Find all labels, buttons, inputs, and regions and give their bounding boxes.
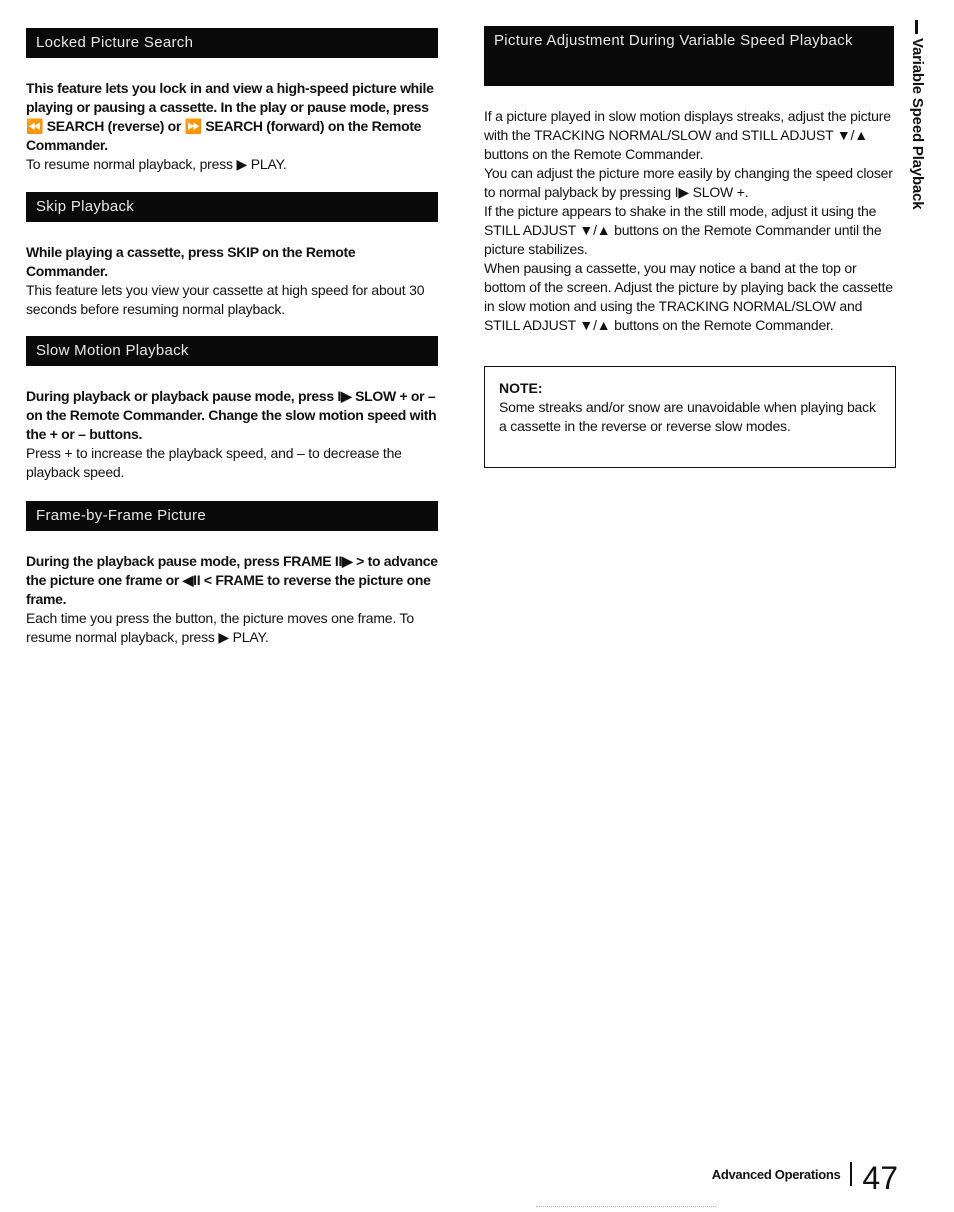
section-locked-picture-search bbox=[26, 28, 438, 174]
section-lead: During playback or playback pause mode, press I▶ SLOW + or – on the Remote Commander. Change the slow motion speed with the + or – buttons. bbox=[26, 388, 437, 442]
section-title: Frame-by-Frame Picture bbox=[26, 501, 438, 531]
note-title: NOTE: bbox=[499, 380, 543, 396]
footer-section-name: Advanced Operations bbox=[711, 1167, 841, 1182]
section-body: This feature lets you view your cassette at high speed for about 30 seconds before resuming normal playback. bbox=[26, 282, 425, 317]
section-title: Picture Adjustment During Variable Speed Playback bbox=[484, 26, 894, 86]
note-box bbox=[484, 366, 896, 468]
footer-separator bbox=[850, 1162, 852, 1186]
section-picture-adjustment bbox=[484, 26, 894, 335]
page-footer bbox=[712, 1158, 898, 1194]
section-lead: This feature lets you lock in and view a high-speed picture while playing or pausing a cassette. In the play or pause mode, press ⏪ SEARCH (reverse) or ⏩ SEARCH (forward) on the Remote Commander. bbox=[26, 80, 434, 153]
paragraph: If the picture appears to shake in the still mode, adjust it using the STILL ADJUST ▼/▲ buttons on the Remote Commander until the picture stabilizes. bbox=[484, 203, 882, 257]
page-number: 47 bbox=[862, 1160, 898, 1196]
section-body: Press + to increase the playback speed, and – to decrease the playback speed. bbox=[26, 445, 402, 480]
section-skip-playback bbox=[26, 192, 438, 319]
section-title: Locked Picture Search bbox=[26, 28, 438, 58]
section-lead: While playing a cassette, press SKIP on the Remote Commander. bbox=[26, 244, 356, 279]
section-body: To resume normal playback, press ▶ PLAY. bbox=[26, 156, 287, 172]
section-title: Slow Motion Playback bbox=[26, 336, 438, 366]
note-body: Some streaks and/or snow are unavoidable when playing back a cassette in the reverse or reverse slow modes. bbox=[499, 399, 876, 434]
paragraph: When pausing a cassette, you may notice a band at the top or bottom of the screen. Adjust the picture by playing back the cassette in slow motion and using the TRACKING NORMAL/SLOW and STILL ADJUST ▼/▲ buttons on the Remote Commander. bbox=[484, 260, 893, 333]
section-slow-motion-playback bbox=[26, 336, 438, 482]
chapter-side-tab bbox=[905, 20, 933, 230]
section-lead: During the playback pause mode, press FRAME II▶ > to advance the picture one frame or ◀II < FRAME to reverse the picture one frame. bbox=[26, 553, 438, 607]
scan-artifact-divider bbox=[536, 1206, 716, 1207]
paragraph: You can adjust the picture more easily by changing the speed closer to normal palyback by pressing I▶ SLOW +. bbox=[484, 165, 893, 200]
section-frame-by-frame-picture bbox=[26, 501, 438, 647]
paragraph: If a picture played in slow motion displays streaks, adjust the picture with the TRACKING NORMAL/SLOW and STILL ADJUST ▼/▲ buttons on the Remote Commander. bbox=[484, 108, 891, 162]
side-tab-rule bbox=[915, 20, 918, 34]
section-title: Skip Playback bbox=[26, 192, 438, 222]
section-body: Each time you press the button, the picture moves one frame. To resume normal playback, press ▶ PLAY. bbox=[26, 610, 414, 645]
side-tab-label: Variable Speed Playback bbox=[909, 38, 926, 210]
